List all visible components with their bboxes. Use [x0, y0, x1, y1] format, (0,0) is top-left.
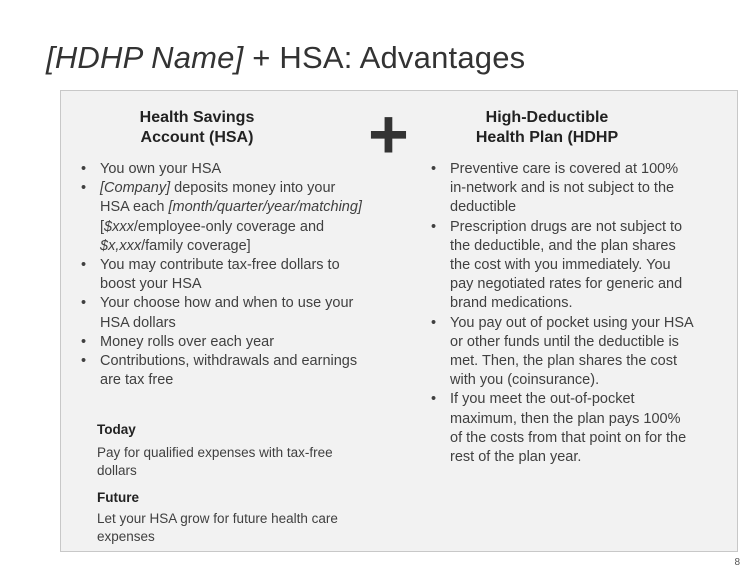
- today-label: Today: [97, 422, 136, 437]
- hsa-heading-line2: Account (HSA): [140, 129, 254, 146]
- list-item: • You may contribute tax-free dollars to boost your HSA: [78, 256, 368, 294]
- future-label: Future: [97, 490, 139, 505]
- plus-icon: +: [368, 95, 409, 173]
- list-item: • You own your HSA: [78, 160, 368, 179]
- amount-placeholder-family: $x,xxx: [100, 237, 142, 254]
- today-text: Pay for qualified expenses with tax-free dollars: [97, 445, 333, 478]
- list-item: • You pay out of pocket using your HSA or other funds until the deductible is met. Then, the plan shares the cost with you (coinsurance).: [428, 314, 696, 391]
- hdhp-bullet-list: [428, 160, 696, 467]
- hsa-heading: [112, 108, 282, 148]
- hsa-heading-line1: Health Savings: [139, 109, 255, 126]
- list-item: • Money rolls over each year: [78, 333, 368, 352]
- list-item: • Prescription drugs are not subject to the deductible, and the plan shares the cost with you immediately. You pay negotiated rates for generic and brand medications.: [428, 218, 696, 314]
- hdhp-name-placeholder: [HDHP Name]: [46, 40, 244, 75]
- list-item: • Contributions, withdrawals and earnings are tax free: [78, 352, 368, 390]
- hdhp-heading-line2: Health Plan (HDHP: [475, 129, 619, 146]
- slide-title-rest: + HSA: Advantages: [243, 40, 526, 75]
- hdhp-heading: [452, 108, 642, 148]
- company-placeholder: [Company]: [100, 180, 171, 197]
- slide-title: [46, 40, 525, 76]
- list-item: • If you meet the out-of-pocket maximum, then the plan pays 100% of the costs from that point on for the rest of the plan year.: [428, 390, 696, 467]
- page-number: 8: [734, 557, 740, 568]
- list-item: • [Company] deposits money into your HSA each [month/quarter/year/matching] [$xxx/employee-only coverage and $x,xxx/family coverage]: [78, 179, 368, 256]
- period-placeholder: [month/quarter/year/matching]: [168, 199, 362, 216]
- hdhp-heading-line1: High-Deductible: [485, 109, 609, 126]
- amount-placeholder-single: $xxx: [104, 218, 134, 235]
- hsa-bullet-list: [78, 160, 368, 390]
- future-text: Let your HSA grow for future health care expenses: [97, 511, 338, 544]
- list-item: • Your choose how and when to use your HSA dollars: [78, 294, 368, 332]
- list-item: • Preventive care is covered at 100% in-network and is not subject to the deductible: [428, 160, 696, 218]
